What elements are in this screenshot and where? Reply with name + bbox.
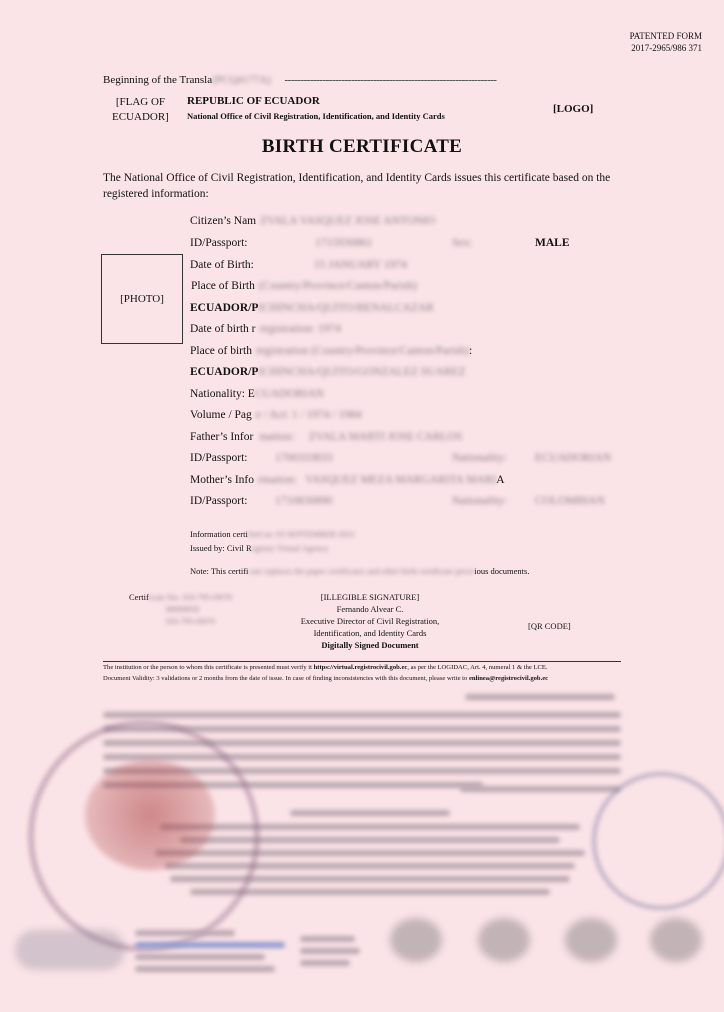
id-passport-label: ID/Passport: <box>190 237 248 249</box>
signature-block <box>290 591 450 651</box>
patent-number: 2017-2965/986 371 <box>631 43 702 53</box>
intro-paragraph: The National Office of Civil Registration, Identification, and Identity Cards issues this certificate based on the registered information: <box>103 172 611 200</box>
translation-begin-label: Beginning of the Transla <box>103 74 213 86</box>
flag-placeholder <box>112 95 169 125</box>
verification-link[interactable]: https://virtual.registrocivil.gob.ec <box>313 664 408 671</box>
photo-placeholder <box>101 254 183 344</box>
blurred-end-of-translation <box>465 694 615 700</box>
redacted-value: registration: 1974 <box>259 323 341 335</box>
blurred-date-line <box>460 786 620 792</box>
citizen-name-label: Citizen’s Nam <box>190 215 257 227</box>
association-logo <box>390 918 442 962</box>
redacted-value: icate No: 103-795-D070 <box>148 592 232 602</box>
patent-form-label: PATENTED FORM <box>629 31 702 41</box>
signer-title-1: Executive Director of Civil Registration, <box>300 616 440 626</box>
redacted-value: 1715930861 <box>315 237 373 249</box>
signer-name: Fernando Alvear C. <box>336 604 404 614</box>
redacted-value: 15 JANUARY 1974 <box>313 259 407 271</box>
redacted-value: ICHINCHA/QUITO/GONZALEZ SUAREZ <box>258 366 466 378</box>
footer-line-2 <box>103 675 548 682</box>
support-email-link[interactable]: enlinea@registrocivil.gob.ec <box>468 675 549 682</box>
certificate-number-block <box>129 591 232 627</box>
redacted-value: 38990959 <box>165 604 199 614</box>
digitally-signed-label: Digitally Signed Document <box>321 640 419 650</box>
registration-place-value-start: ECUADOR/P <box>190 366 259 378</box>
translation-begin-line <box>103 74 623 86</box>
dash-rule: ------------------------------------------------------------------- <box>284 74 497 86</box>
nationality-label: Nationality: E <box>190 388 255 400</box>
father-id-row <box>190 452 612 464</box>
note-row <box>190 566 529 576</box>
mother-row <box>190 474 505 486</box>
redacted-value: Nationality: <box>452 452 507 464</box>
translator-stamp <box>592 772 724 910</box>
blurred-small-text <box>300 936 360 966</box>
father-label: Father’s Infor <box>190 431 254 443</box>
father-id-label: ID/Passport: <box>190 452 248 464</box>
footer-text: The institution or the person to whom this certificate is presented must verify it <box>103 664 314 671</box>
certif-label: Certif <box>129 592 149 602</box>
issued-by-label: Issued by: Civil R <box>190 543 252 553</box>
redacted-value: cate replaces the paper certificates and other birth certificate preve <box>248 566 475 576</box>
official-seal <box>85 760 215 870</box>
redacted-translation-id: (PCQ4177A) <box>212 74 285 86</box>
info-cert-row <box>190 529 355 539</box>
redacted-value: egistry Virtual Agency <box>251 543 329 553</box>
photo-label: [PHOTO] <box>120 293 164 305</box>
signer-title-2: Identification, and Identity Cards <box>313 628 427 638</box>
registration-place-value-row <box>190 366 465 378</box>
dob-registration-label: Date of birth r <box>190 323 256 335</box>
flag-line-1: [FLAG OF <box>115 96 166 108</box>
note-end: ious documents. <box>474 566 530 576</box>
redacted-value: mation: ZVALA MARTI JOSE CARLOS <box>259 431 463 443</box>
redacted-value: rmation: VASQUEZ MEZA MARGARITA MARI <box>258 474 497 486</box>
redacted-value: e / Act: 1 / 1974 / 1984 <box>255 409 362 421</box>
redacted-value: CUADORIAN <box>254 388 324 400</box>
info-cert-label: Information certi <box>190 529 248 539</box>
association-logo <box>565 918 617 962</box>
qr-placeholder: [QR CODE] <box>528 621 571 631</box>
office-title: National Office of Civil Registration, Identification, and Identity Cards <box>187 111 445 121</box>
redacted-value: registration (Country/Province/Canton/Parish) <box>255 345 469 357</box>
citizen-name-row <box>190 215 435 227</box>
signature-placeholder: [ILLEGIBLE SIGNATURE] <box>320 592 420 602</box>
dob-row <box>190 259 407 271</box>
document-title: BIRTH CERTIFICATE <box>261 136 463 157</box>
patent-info <box>630 30 702 54</box>
place-of-birth-row <box>191 280 417 292</box>
redacted-value: Nationality: <box>452 495 507 507</box>
mother-label: Mother’s Info <box>190 474 254 486</box>
nationality-row <box>190 388 324 400</box>
colon: : <box>469 345 473 357</box>
place-of-birth-label: Place of Birth <box>191 280 255 292</box>
footer-text: , as per the LOGIDAC, Art. 4, numeral 1 & the LCE. <box>407 664 548 671</box>
redacted-value: 103-795-D070 <box>165 616 216 626</box>
note-start: Note: This certifi <box>190 566 249 576</box>
association-logo <box>650 918 702 962</box>
footer-line-1 <box>103 664 548 671</box>
logo-placeholder: [LOGO] <box>553 103 594 115</box>
birth-place-value-start: ECUADOR/P <box>190 302 259 314</box>
blurred-verify-text <box>135 930 285 972</box>
redacted-value: fied on: 03 SEPTEMBER 2021 <box>247 529 356 539</box>
association-logo <box>478 918 530 962</box>
volume-label: Volume / Pag <box>190 409 252 421</box>
flag-line-2: ECUADOR] <box>112 111 169 123</box>
issued-by-row <box>190 543 328 553</box>
place-of-birth-2-label: Place of birth <box>190 345 252 357</box>
redacted-value: ZVALA VASQUEZ JOSE ANTONIO <box>260 215 436 227</box>
footer-text: Document Validity: 3 validations or 2 months from the date of issue. In case of finding inconsistencies with this document, please write to <box>103 675 469 682</box>
redacted-value: Sex: <box>452 237 473 249</box>
mother-name-end: A <box>496 474 505 486</box>
republic-title: REPUBLIC OF ECUADOR <box>187 95 320 107</box>
association-logo <box>15 930 125 970</box>
redacted-value: ECUADORIAN <box>535 452 612 464</box>
mother-id-row <box>190 495 605 507</box>
id-passport-row <box>190 237 473 249</box>
volume-row <box>190 409 362 421</box>
redacted-value: 1710830890 <box>275 495 333 507</box>
dob-registration-row <box>190 323 341 335</box>
mother-id-label: ID/Passport: <box>190 495 248 507</box>
redacted-value: (Country/Province/Canton/Parish) <box>258 280 417 292</box>
birth-place-value-row <box>190 302 434 314</box>
footer-divider <box>103 661 621 662</box>
dob-label: Date of Birth: <box>190 259 254 271</box>
redacted-value: ICHINCHA/QUITO/BENALCAZAR <box>258 302 434 314</box>
redacted-value: 1700333833 <box>275 452 333 464</box>
sex-value: MALE <box>535 237 570 249</box>
place-of-birth-2-row <box>190 345 472 357</box>
father-row <box>190 431 462 443</box>
redacted-value: COLOMBIAN <box>535 495 605 507</box>
